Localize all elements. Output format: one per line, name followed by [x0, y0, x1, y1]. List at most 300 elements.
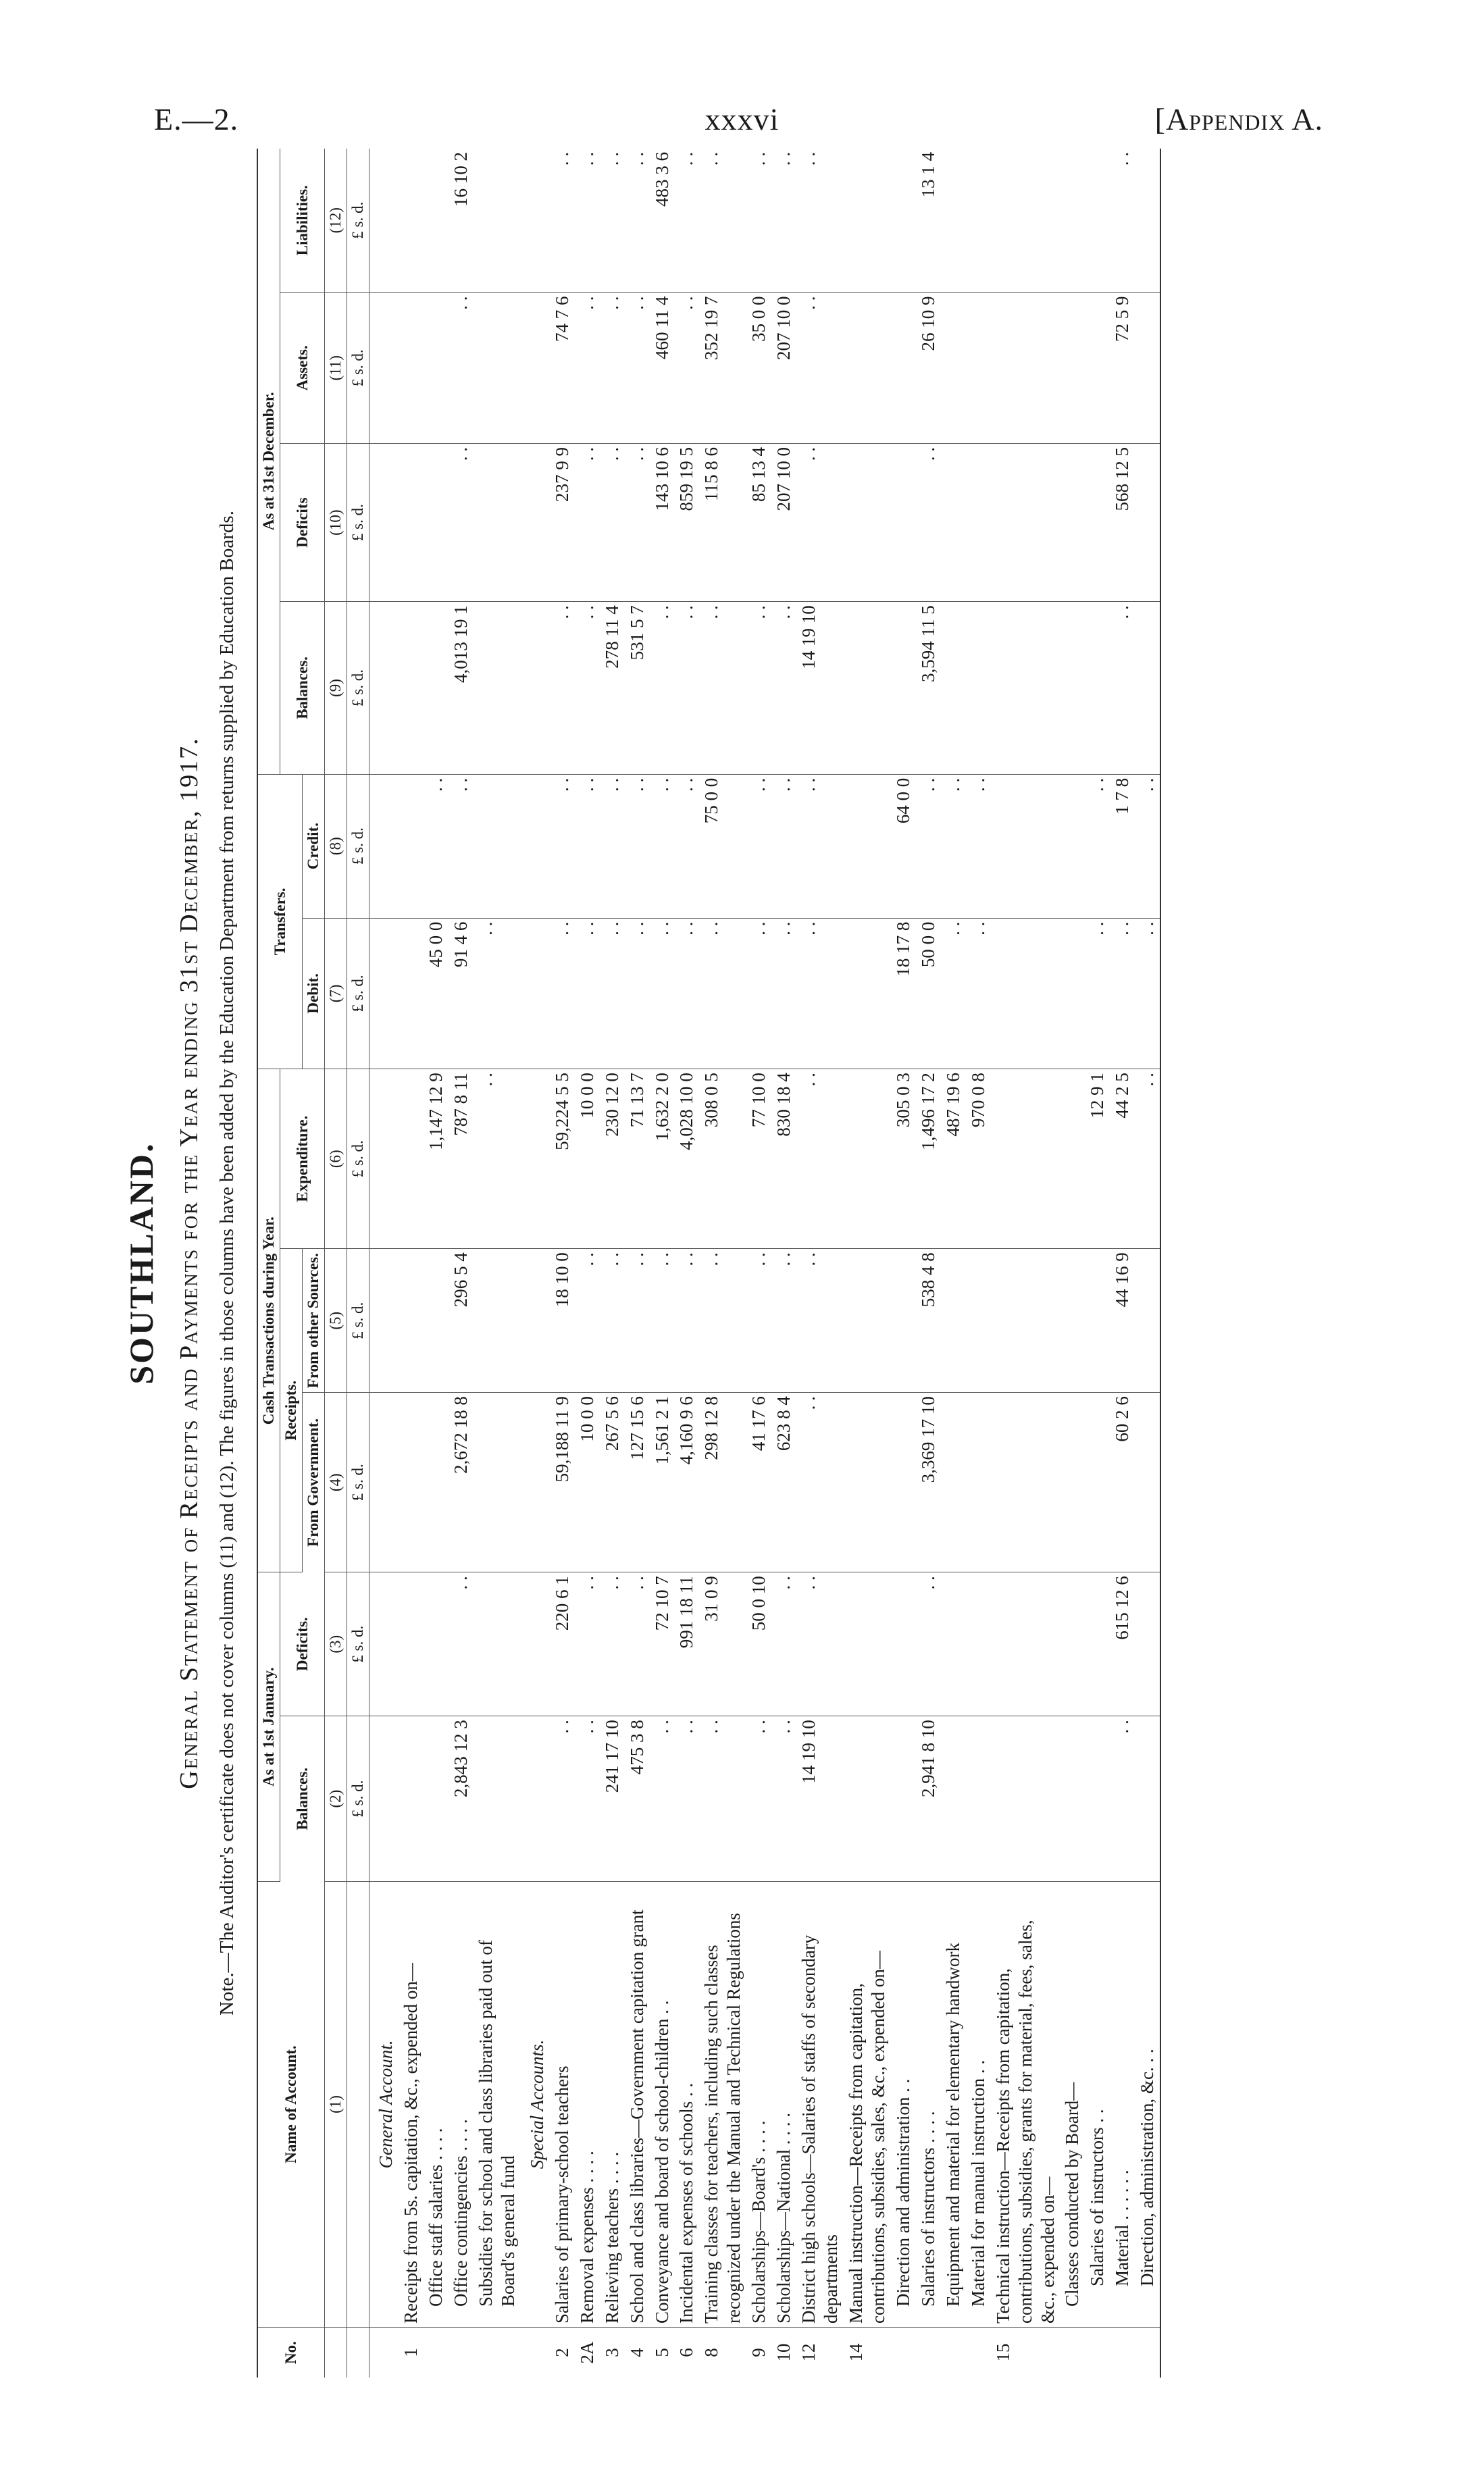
row-number: 5 [651, 2348, 672, 2357]
cell-col-3: 72 10 7 [650, 1572, 675, 1716]
header-transfers: Transfers. [257, 774, 303, 1069]
cell-col-6: 487 19 6 [941, 1069, 966, 1249]
row-number: 2A [576, 2341, 597, 2364]
cell-col-4: 10 0 0 [575, 1393, 600, 1572]
account-name: Material for manual instruction . . [966, 1882, 991, 2328]
cell-col-11 [424, 292, 449, 444]
cell-col-8 [521, 774, 550, 918]
cell-col-3: 31 0 9 [699, 1572, 746, 1716]
cell-col-11: 35 0 0 [746, 292, 771, 444]
cell-col-7: . . [746, 918, 771, 1069]
cell-col-9 [966, 602, 991, 774]
cell-col-5: . . [771, 1249, 796, 1393]
cell-col-2 [844, 1716, 891, 1882]
cell-col-6: 1,632 2 0 [650, 1069, 675, 1249]
account-name: Incidental expenses of schools . . [674, 1882, 699, 2328]
cell-col-9 [844, 602, 891, 774]
cell-col-12 [1135, 149, 1160, 292]
cell-col-10: . . [916, 444, 941, 602]
cell-col-10 [424, 444, 449, 602]
cell-col-5 [1060, 1249, 1085, 1393]
cell-col-12: . . [575, 149, 600, 292]
cell-col-12: . . [625, 149, 650, 292]
account-name: Salaries of primary-school teachers [550, 1882, 575, 2328]
cell-col-12: . . [746, 149, 771, 292]
cell-col-10 [941, 444, 966, 602]
cell-col-7: . . [674, 918, 699, 1069]
cell-col-11: . . [449, 292, 474, 444]
cell-col-2 [521, 1716, 550, 1882]
row-number [1110, 2328, 1135, 2378]
cell-col-9 [474, 602, 521, 774]
row-number [1135, 2328, 1160, 2378]
cell-col-11 [399, 292, 424, 444]
cell-col-11: . . [796, 292, 844, 444]
cell-col-9 [991, 602, 1060, 774]
cell-col-3 [399, 1572, 424, 1716]
cell-col-2 [1085, 1716, 1110, 1882]
cell-col-11: . . [625, 292, 650, 444]
cell-col-5 [521, 1249, 550, 1393]
header-balances-dec: Balances. [280, 602, 325, 774]
cell-col-5: 538 4 8 [916, 1249, 941, 1393]
cell-col-10: 859 19 5 [674, 444, 699, 602]
units-blank-2 [347, 1882, 369, 2328]
cell-col-3 [424, 1572, 449, 1716]
cell-col-4 [1135, 1393, 1160, 1572]
cell-col-11 [966, 292, 991, 444]
cell-col-11: 207 10 0 [771, 292, 796, 444]
cell-col-6 [991, 1069, 1060, 1249]
cell-col-9 [424, 602, 449, 774]
account-name: Relieving teachers . . . . [600, 1882, 625, 2328]
table-row [650, 149, 675, 2378]
cell-col-2 [991, 1716, 1060, 1882]
cell-col-12: . . [600, 149, 625, 292]
cell-col-6: 10 0 0 [575, 1069, 600, 1249]
cell-col-6 [399, 1069, 424, 1249]
units-12: £ s. d. [347, 149, 369, 292]
cell-col-4: 298 12 8 [699, 1393, 746, 1572]
cell-col-5 [991, 1249, 1060, 1393]
units-6: £ s. d. [347, 1069, 369, 1249]
cell-col-7: . . [625, 918, 650, 1069]
header-dec: As at 31st December. [257, 149, 280, 774]
table-row [369, 149, 399, 2378]
cell-col-2 [966, 1716, 991, 1882]
cell-col-6: 44 2 5 [1110, 1069, 1135, 1249]
cell-col-10 [844, 444, 891, 602]
cell-col-5 [1085, 1249, 1110, 1393]
cell-col-7: . . [699, 918, 746, 1069]
row-number: 8 [701, 2348, 722, 2357]
cell-col-8: 1 7 8 [1110, 774, 1135, 918]
units-3: £ s. d. [347, 1572, 369, 1716]
cell-col-6: 1,496 17 2 [916, 1069, 941, 1249]
cell-col-4 [424, 1393, 449, 1572]
cell-col-10 [991, 444, 1060, 602]
cell-col-3: . . [449, 1572, 474, 1716]
cell-col-11 [844, 292, 891, 444]
cell-col-7 [521, 918, 550, 1069]
cell-col-3 [844, 1572, 891, 1716]
header-from-other: From other Sources. [303, 1249, 325, 1393]
cell-col-6 [521, 1069, 550, 1249]
cell-col-3 [521, 1572, 550, 1716]
cell-col-8: . . [746, 774, 771, 918]
cell-col-12: 13 1 4 [916, 149, 941, 292]
cell-col-8: 64 0 0 [891, 774, 916, 918]
header-cash: Cash Transactions during Year. [257, 1069, 280, 1572]
cell-col-7 [369, 918, 399, 1069]
colnum-4: (4) [325, 1393, 347, 1572]
row-number [369, 2328, 399, 2378]
cell-col-8: . . [600, 774, 625, 918]
row-number [916, 2328, 941, 2378]
cell-col-8: . . [916, 774, 941, 918]
row-number [474, 2328, 521, 2378]
account-name: School and class libraries—Government capitation grant [625, 1882, 650, 2328]
cell-col-11 [891, 292, 916, 444]
cell-col-7 [399, 918, 424, 1069]
cell-col-10: . . [575, 444, 600, 602]
cell-col-5 [399, 1249, 424, 1393]
cell-col-6: 4,028 10 0 [674, 1069, 699, 1249]
colnum-2: (2) [325, 1716, 347, 1882]
cell-col-10: 85 13 4 [746, 444, 771, 602]
cell-col-7: 91 4 6 [449, 918, 474, 1069]
cell-col-8: . . [1085, 774, 1110, 918]
cell-col-8 [991, 774, 1060, 918]
cell-col-8: . . [550, 774, 575, 918]
cell-col-10: . . [449, 444, 474, 602]
cell-col-12: . . [699, 149, 746, 292]
cell-col-9: 531 5 7 [625, 602, 650, 774]
header-from-government: From Government. [303, 1393, 325, 1572]
cell-col-3 [991, 1572, 1060, 1716]
cell-col-3 [474, 1572, 521, 1716]
header-assets: Assets. [280, 292, 325, 444]
cell-col-8: . . [575, 774, 600, 918]
cell-col-10: . . [625, 444, 650, 602]
cell-col-9: . . [1110, 602, 1135, 774]
cell-col-9: . . [746, 602, 771, 774]
row-number [1060, 2328, 1085, 2378]
account-name: Office staff salaries . . . . [424, 1882, 449, 2328]
cell-col-2 [1135, 1716, 1160, 1882]
cell-col-8: . . [625, 774, 650, 918]
cell-col-2: 14 19 10 [796, 1716, 844, 1882]
cell-col-8 [474, 774, 521, 918]
cell-col-9: 14 19 10 [796, 602, 844, 774]
header-no: No. [257, 2328, 325, 2378]
cell-col-5: . . [625, 1249, 650, 1393]
cell-col-10 [399, 444, 424, 602]
table-row [600, 149, 625, 2378]
table-row [916, 149, 941, 2378]
cell-col-8 [369, 774, 399, 918]
colnum-9: (9) [325, 602, 347, 774]
cell-col-2 [474, 1716, 521, 1882]
cell-col-7: . . [966, 918, 991, 1069]
cell-col-4: . . [796, 1393, 844, 1572]
table-row [424, 149, 449, 2378]
header-balances-jan: Balances. [280, 1716, 325, 1882]
table-row [449, 149, 474, 2378]
cell-col-4 [991, 1393, 1060, 1572]
cell-col-4 [941, 1393, 966, 1572]
cell-col-4: 59,188 11 9 [550, 1393, 575, 1572]
account-name: Scholarships—National . . . . [771, 1882, 796, 2328]
cell-col-7: . . [575, 918, 600, 1069]
colnum-6: (6) [325, 1069, 347, 1249]
cell-col-11 [1135, 292, 1160, 444]
cell-col-5: 18 10 0 [550, 1249, 575, 1393]
cell-col-4 [521, 1393, 550, 1572]
cell-col-4 [1060, 1393, 1085, 1572]
cell-col-4 [1085, 1393, 1110, 1572]
cell-col-4 [844, 1393, 891, 1572]
cell-col-7: 18 17 8 [891, 918, 916, 1069]
cell-col-9: . . [771, 602, 796, 774]
cell-col-6: 71 13 7 [625, 1069, 650, 1249]
account-name: Scholarships—Board's . . . . [746, 1882, 771, 2328]
cell-col-6: . . [1135, 1069, 1160, 1249]
cell-col-12 [399, 149, 424, 292]
cell-col-10: 115 8 6 [699, 444, 746, 602]
table-row [474, 149, 521, 2378]
row-number: 1 [401, 2348, 421, 2357]
cell-col-4: 60 2 6 [1110, 1393, 1135, 1572]
cell-col-10: 207 10 0 [771, 444, 796, 602]
table-row [746, 149, 771, 2378]
cell-col-5 [891, 1249, 916, 1393]
colnum-10: (10) [325, 444, 347, 602]
cell-col-12 [369, 149, 399, 292]
cell-col-6 [844, 1069, 891, 1249]
table-row [1135, 149, 1160, 2378]
cell-col-6: . . [796, 1069, 844, 1249]
page-ref-right: [Appendix A. [1154, 102, 1323, 136]
row-number [941, 2328, 966, 2378]
cell-col-10: 143 10 6 [650, 444, 675, 602]
table-row [1110, 149, 1135, 2378]
cell-col-12 [991, 149, 1060, 292]
table-row [966, 149, 991, 2378]
cell-col-6: 305 0 3 [891, 1069, 916, 1249]
cell-col-3: 615 12 6 [1110, 1572, 1135, 1716]
cell-col-2 [399, 1716, 424, 1882]
cell-col-2 [891, 1716, 916, 1882]
cell-col-11: 352 19 7 [699, 292, 746, 444]
cell-col-10 [891, 444, 916, 602]
cell-col-9: 4,013 19 1 [449, 602, 474, 774]
cell-col-12 [424, 149, 449, 292]
cell-col-7 [991, 918, 1060, 1069]
header-debit: Debit. [303, 918, 325, 1069]
cell-col-5 [844, 1249, 891, 1393]
cell-col-2: 2,941 8 10 [916, 1716, 941, 1882]
cell-col-12 [474, 149, 521, 292]
cell-col-8: . . [449, 774, 474, 918]
cell-col-9 [1085, 602, 1110, 774]
cell-col-5: 44 16 9 [1110, 1249, 1135, 1393]
account-name: Equipment and material for elementary handwork [941, 1882, 966, 2328]
table-row [941, 149, 966, 2378]
cell-col-9 [891, 602, 916, 774]
cell-col-4 [399, 1393, 424, 1572]
cell-col-2 [424, 1716, 449, 1882]
account-name: Salaries of instructors . . . . [916, 1882, 941, 2328]
cell-col-2: . . [699, 1716, 746, 1882]
cell-col-6: . . [474, 1069, 521, 1249]
section-heading: Special Accounts. [521, 1882, 550, 2328]
colnum-8: (8) [325, 774, 347, 918]
cell-col-7: . . [1110, 918, 1135, 1069]
cell-col-8: . . [650, 774, 675, 918]
row-number: 4 [626, 2348, 647, 2357]
cell-col-6: 77 10 0 [746, 1069, 771, 1249]
row-number: 14 [846, 2343, 867, 2362]
cell-col-8: . . [796, 774, 844, 918]
row-number: 10 [773, 2343, 794, 2362]
cell-col-5: . . [650, 1249, 675, 1393]
account-name: Subsidies for school and class libraries paid out of Board's general fund [474, 1882, 521, 2328]
section-heading: General Account. [369, 1882, 399, 2328]
cell-col-6: 830 18 4 [771, 1069, 796, 1249]
table-body [369, 149, 1161, 2378]
colnum-5: (5) [325, 1249, 347, 1393]
units-9: £ s. d. [347, 602, 369, 774]
cell-col-2: . . [550, 1716, 575, 1882]
header-liabilities: Liabilities. [280, 149, 325, 292]
cell-col-10 [1060, 444, 1085, 602]
units-blank-1 [347, 2328, 369, 2378]
cell-col-2: . . [575, 1716, 600, 1882]
units-2: £ s. d. [347, 1716, 369, 1882]
cell-col-3: . . [575, 1572, 600, 1716]
cell-col-11 [369, 292, 399, 444]
column-numbers [325, 149, 347, 2378]
cell-col-10: . . [600, 444, 625, 602]
row-number [424, 2328, 449, 2378]
header-name: Name of Account. [257, 1882, 325, 2328]
cell-col-2: 475 3 8 [625, 1716, 650, 1882]
cell-col-5: . . [699, 1249, 746, 1393]
cell-col-10 [521, 444, 550, 602]
units-5: £ s. d. [347, 1249, 369, 1393]
cell-col-2: 2,843 12 3 [449, 1716, 474, 1882]
cell-col-2: . . [674, 1716, 699, 1882]
colnum-7: (7) [325, 918, 347, 1069]
cell-col-11: 460 11 4 [650, 292, 675, 444]
table-row [796, 149, 844, 2378]
account-name: Manual instruction—Receipts from capitation, contributions, subsidies, sales, &c., expended on— [844, 1882, 891, 2328]
table-row [550, 149, 575, 2378]
table-row [771, 149, 796, 2378]
cell-col-5 [424, 1249, 449, 1393]
cell-col-2: . . [771, 1716, 796, 1882]
table-row [399, 149, 424, 2378]
cell-col-7: . . [650, 918, 675, 1069]
cell-col-6: 59,224 5 5 [550, 1069, 575, 1249]
cell-col-11: . . [674, 292, 699, 444]
cell-col-10 [369, 444, 399, 602]
cell-col-5 [1135, 1249, 1160, 1393]
row-number [449, 2328, 474, 2378]
cell-col-5 [941, 1249, 966, 1393]
cell-col-4 [369, 1393, 399, 1572]
row-number: 9 [748, 2348, 769, 2357]
cell-col-3: . . [916, 1572, 941, 1716]
units-11: £ s. d. [347, 292, 369, 444]
cell-col-9: . . [575, 602, 600, 774]
cell-col-5 [966, 1249, 991, 1393]
table-row [699, 149, 746, 2378]
cell-col-12: . . [674, 149, 699, 292]
header-credit: Credit. [303, 774, 325, 918]
cell-col-10: . . [796, 444, 844, 602]
account-name: Direction, administration, &c. . . [1135, 1882, 1160, 2328]
cell-col-6 [1060, 1069, 1085, 1249]
cell-col-6: 1,147 12 9 [424, 1069, 449, 1249]
row-number [521, 2328, 550, 2378]
cell-col-9: . . [699, 602, 746, 774]
cell-col-2: 241 17 10 [600, 1716, 625, 1882]
cell-col-6: 970 0 8 [966, 1069, 991, 1249]
cell-col-2 [941, 1716, 966, 1882]
cell-col-3: 220 6 1 [550, 1572, 575, 1716]
cell-col-6: 230 12 0 [600, 1069, 625, 1249]
cell-col-2 [369, 1716, 399, 1882]
cell-col-11: 74 7 6 [550, 292, 575, 444]
cell-col-2: . . [1110, 1716, 1135, 1882]
cell-col-5 [369, 1249, 399, 1393]
cell-col-9: . . [674, 602, 699, 774]
account-name: Salaries of instructors . . [1085, 1882, 1110, 2328]
cell-col-8 [399, 774, 424, 918]
account-name: Receipts from 5s. capitation, &c., expended on— [399, 1882, 424, 2328]
cell-col-7: . . [796, 918, 844, 1069]
cell-col-4: 127 15 6 [625, 1393, 650, 1572]
cell-col-8: . . [941, 774, 966, 918]
colnum-1: (1) [325, 1882, 347, 2328]
row-number: 3 [601, 2348, 622, 2357]
cell-col-7: . . [1135, 918, 1160, 1069]
row-number: 12 [798, 2343, 819, 2362]
row-number: 15 [992, 2343, 1013, 2362]
table-row [625, 149, 650, 2378]
account-name: Classes conducted by Board— [1060, 1882, 1085, 2328]
cell-col-9 [369, 602, 399, 774]
cell-col-2: . . [746, 1716, 771, 1882]
cell-col-3: . . [771, 1572, 796, 1716]
cell-col-7: . . [1085, 918, 1110, 1069]
header-receipts: Receipts. [280, 1249, 303, 1572]
units-8: £ s. d. [347, 774, 369, 918]
cell-col-12 [966, 149, 991, 292]
cell-col-5: . . [600, 1249, 625, 1393]
cell-col-6: 787 8 11 [449, 1069, 474, 1249]
cell-col-12: . . [771, 149, 796, 292]
report-note: Note.—The Auditor's certificate does not cover columns (11) and (12). The figures in those columns have been added by the Education Department from returns supplied by Education Boards. [216, 511, 238, 2016]
cell-col-6 [369, 1069, 399, 1249]
cell-col-8: . . [1135, 774, 1160, 918]
page-ref-left: E.—2. [154, 102, 239, 136]
cell-col-8: . . [674, 774, 699, 918]
cell-col-3 [369, 1572, 399, 1716]
cell-col-3: . . [600, 1572, 625, 1716]
